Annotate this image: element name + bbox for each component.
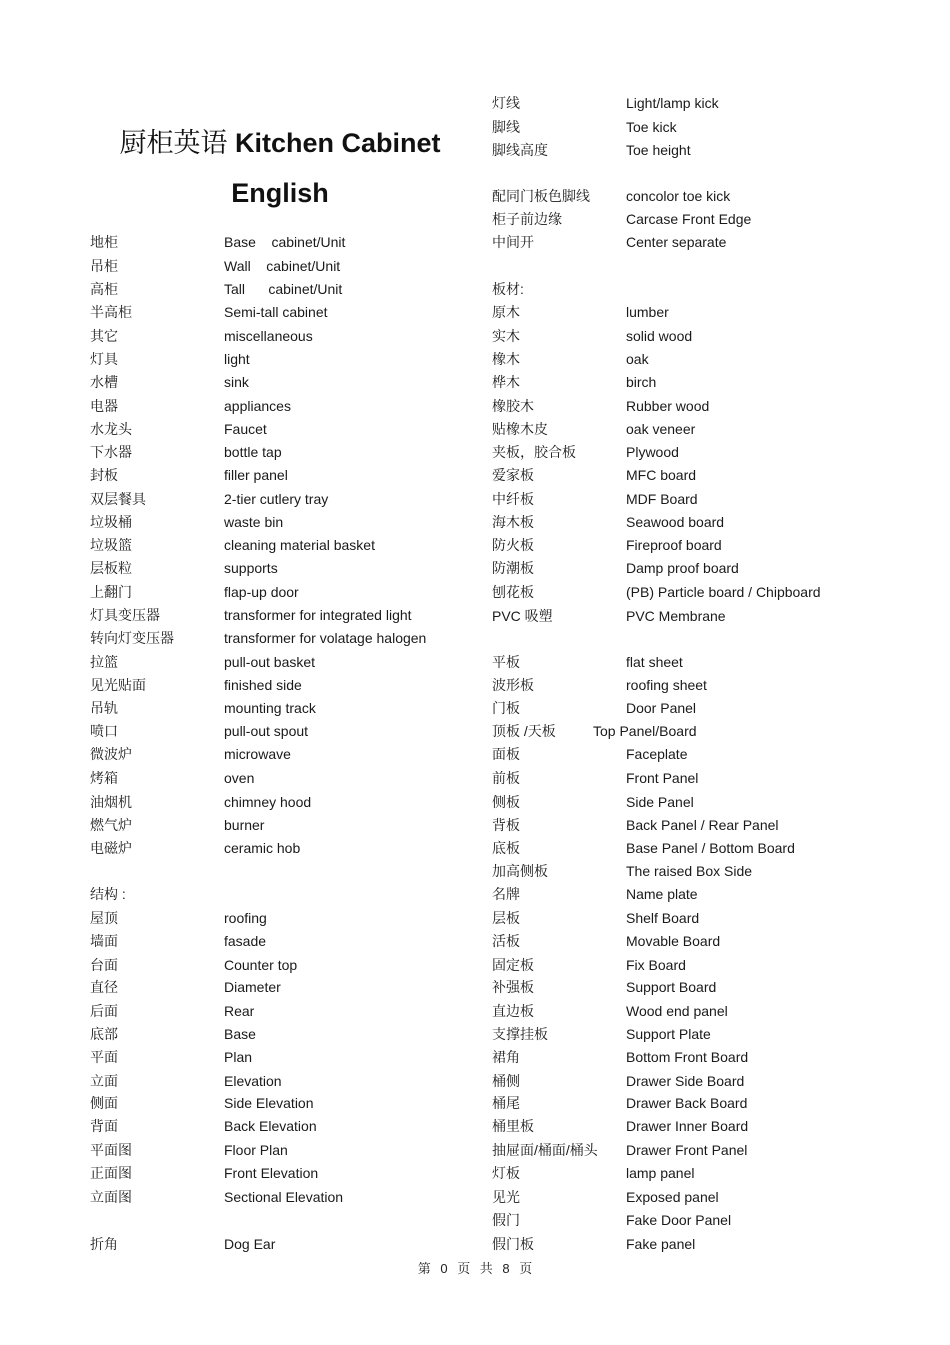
term-chinese: 中间开 [492,234,534,250]
term-english: Side Elevation [224,1095,314,1111]
term-chinese: 固定板 [492,957,534,973]
term-chinese: 后面 [90,1003,118,1019]
glossary-row [492,232,852,252]
term-chinese: 补强板 [492,979,534,995]
term-english: lamp panel [626,1165,695,1181]
glossary-row [90,1047,450,1067]
term-chinese: 地柜 [90,234,118,250]
term-chinese: 水槽 [90,374,118,390]
glossary-row [492,372,852,392]
glossary-row [492,721,852,741]
term-chinese: 吊柜 [90,258,118,274]
glossary-row [90,582,450,602]
term-english: oven [224,770,255,786]
term-chinese: 脚线高度 [492,142,548,158]
term-english: The raised Box Side [626,863,753,879]
term-english: waste bin [224,514,284,530]
glossary-row [492,117,852,137]
term-chinese: 板材: [492,281,524,297]
glossary-row [492,442,852,462]
term-chinese: 裙角 [492,1049,520,1065]
glossary-row [90,628,450,648]
glossary-row [90,1071,450,1091]
term-chinese: PVC 吸塑 [492,608,553,624]
term-english: Back Elevation [224,1118,317,1134]
term-english: roofing [224,910,267,926]
term-chinese: 正面图 [90,1165,132,1181]
term-english: Damp proof board [626,560,739,576]
term-english: bottle tap [224,444,282,460]
term-chinese: 脚线 [492,119,520,135]
glossary-row [492,279,852,299]
term-english: oak [626,351,649,367]
term-chinese: 加高侧板 [492,863,548,879]
term-english: transformer for integrated light [224,607,412,623]
term-chinese: 面板 [492,746,520,762]
term-english: filler panel [224,467,288,483]
term-chinese: 平板 [492,654,520,670]
glossary-row [90,326,450,346]
term-english: pull-out basket [224,654,316,670]
term-english: Shelf Board [626,910,700,926]
glossary-row [90,1187,450,1207]
term-chinese: 活板 [492,933,520,949]
term-english: fasade [224,933,267,949]
term-english: lumber [626,304,669,320]
term-chinese: 转向灯变压器 [90,630,174,646]
term-english: flat sheet [626,654,683,670]
term-chinese: 波形板 [492,677,534,693]
term-english: roofing sheet [626,677,707,693]
term-english: Semi-tall cabinet [224,304,328,320]
term-chinese: 垃圾桶 [90,514,132,530]
term-english: flap-up door [224,584,299,600]
term-chinese: 封板 [90,467,118,483]
glossary-row [90,349,450,369]
term-english: concolor toe kick [626,188,731,204]
glossary-row [492,675,852,695]
term-english: Exposed panel [626,1189,719,1205]
term-chinese: 桦木 [492,374,520,390]
term-english: Base cabinet/Unit [224,234,346,250]
glossary-row [492,93,852,113]
glossary-row [492,582,852,602]
term-chinese: 上翻门 [90,584,132,600]
term-chinese: 侧板 [492,794,520,810]
glossary-row [90,1116,450,1136]
term-english: MDF Board [626,491,698,507]
term-english: Fake Door Panel [626,1212,732,1228]
term-chinese: 爱家板 [492,467,534,483]
glossary-row [492,652,852,672]
term-english: MFC board [626,467,697,483]
term-english: ceramic hob [224,840,301,856]
term-english: Tall cabinet/Unit [224,281,343,297]
term-chinese: 假门板 [492,1236,534,1252]
glossary-row [90,977,450,997]
term-chinese: 平面图 [90,1142,132,1158]
glossary-row [492,1024,852,1044]
term-chinese: 高柜 [90,281,118,297]
glossary-row [90,744,450,764]
term-chinese: 燃气炉 [90,817,132,833]
term-chinese: 桶侧 [492,1073,520,1089]
glossary-row [492,744,852,764]
term-chinese: 微波炉 [90,746,132,762]
term-chinese: 油烟机 [90,794,132,810]
term-english: finished side [224,677,302,693]
term-english: Toe kick [626,119,677,135]
term-english: Drawer Inner Board [626,1118,749,1134]
term-english: microwave [224,746,291,762]
term-english: Rubber wood [626,398,710,414]
term-english: Dog Ear [224,1236,276,1252]
glossary-row [492,326,852,346]
term-chinese: 灯板 [492,1165,520,1181]
term-chinese: 底板 [492,840,520,856]
term-chinese: 防火板 [492,537,534,553]
glossary-row [90,838,450,858]
glossary-row [492,140,852,160]
term-english: Back Panel / Rear Panel [626,817,779,833]
term-english: Base Panel / Bottom Board [626,840,795,856]
term-english: miscellaneous [224,328,313,344]
term-chinese: 灯具变压器 [90,607,160,623]
glossary-row [492,908,852,928]
term-english: Toe height [626,142,691,158]
term-chinese: 烤箱 [90,770,118,786]
term-english: Center separate [626,234,727,250]
term-chinese: 喷口 [90,723,118,739]
term-english: PVC Membrane [626,608,726,624]
term-chinese: 立面 [90,1073,118,1089]
term-english: solid wood [626,328,693,344]
glossary-row [492,465,852,485]
term-chinese: 平面 [90,1049,118,1065]
glossary-row [492,1163,852,1183]
glossary-row [492,815,852,835]
term-chinese: 半高柜 [90,304,132,320]
term-english: burner [224,817,265,833]
term-english: Fake panel [626,1236,696,1252]
glossary-row [90,419,450,439]
term-chinese: 柜子前边缘 [492,211,562,227]
term-chinese: 贴橡木皮 [492,421,548,437]
glossary-row [492,698,852,718]
glossary-row [90,256,450,276]
term-english: Plan [224,1049,253,1065]
term-chinese: 原木 [492,304,520,320]
term-english: Door Panel [626,700,697,716]
glossary-row [90,489,450,509]
term-english: Drawer Front Panel [626,1142,748,1158]
term-english: Movable Board [626,933,721,949]
term-english: cleaning material basket [224,537,375,553]
glossary-row [90,931,450,951]
document-title [110,118,450,218]
term-chinese: 防潮板 [492,560,534,576]
glossary-row [492,512,852,532]
term-chinese: 墙面 [90,933,118,949]
glossary-row [492,535,852,555]
term-chinese: 拉篮 [90,654,118,670]
glossary-row [492,302,852,322]
title-english: Kitchen Cabinet English [231,128,441,208]
term-chinese: 侧面 [90,1095,118,1111]
glossary-row [90,1024,450,1044]
term-chinese: 层板粒 [90,560,132,576]
title-chinese: 厨柜英语 [119,128,228,158]
term-chinese: 折角 [90,1236,118,1252]
term-english: Floor Plan [224,1142,288,1158]
glossary-row [90,396,450,416]
glossary-row [90,279,450,299]
glossary-row [90,815,450,835]
glossary-row [492,1047,852,1067]
term-chinese: 直边板 [492,1003,534,1019]
term-english: Carcase Front Edge [626,211,752,227]
term-english: chimney hood [224,794,312,810]
term-english: mounting track [224,700,316,716]
term-chinese: 层板 [492,910,520,926]
term-english: light [224,351,250,367]
glossary-row [90,558,450,578]
term-chinese: 电磁炉 [90,840,132,856]
glossary-row [90,1093,450,1113]
glossary-row [492,1210,852,1230]
term-english: Support Plate [626,1026,711,1042]
term-chinese: 假门 [492,1212,520,1228]
glossary-row [492,1116,852,1136]
term-chinese: 背面 [90,1118,118,1134]
term-chinese: 刨花板 [492,584,534,600]
term-english: Front Panel [626,770,699,786]
term-english: Faceplate [626,746,688,762]
glossary-row [492,884,852,904]
glossary-row [90,652,450,672]
term-english: Sectional Elevation [224,1189,344,1205]
glossary-row [90,232,450,252]
term-english: Name plate [626,886,698,902]
glossary-row [492,558,852,578]
term-chinese: 见光贴面 [90,677,146,693]
glossary-row [90,1234,450,1254]
glossary-row [492,489,852,509]
term-english: Faucet [224,421,267,437]
glossary-row [492,768,852,788]
term-chinese: 名牌 [492,886,520,902]
term-chinese: 背板 [492,817,520,833]
term-english: Light/lamp kick [626,95,719,111]
term-english: Plywood [626,444,679,460]
term-english: supports [224,560,278,576]
term-chinese: 立面图 [90,1189,132,1205]
term-english: sink [224,374,249,390]
term-english: Fireproof board [626,537,722,553]
term-english: oak veneer [626,421,696,437]
term-chinese: 其它 [90,328,118,344]
term-english: Fix Board [626,957,686,973]
term-english: birch [626,374,657,390]
glossary-row [90,1140,450,1160]
glossary-row [90,1001,450,1021]
term-chinese: 灯具 [90,351,118,367]
glossary-row [492,1234,852,1254]
term-english: Side Panel [626,794,694,810]
term-chinese: 橡胶木 [492,398,534,414]
term-chinese: 电器 [90,398,118,414]
glossary-row [492,1187,852,1207]
term-english: Base [224,1026,256,1042]
term-english: Drawer Side Board [626,1073,745,1089]
term-chinese: 直径 [90,979,118,995]
glossary-row [90,512,450,532]
glossary-row [90,605,450,625]
term-chinese: 底部 [90,1026,118,1042]
term-english: (PB) Particle board / Chipboard [626,584,821,600]
term-chinese: 前板 [492,770,520,786]
glossary-row [90,955,450,975]
term-chinese: 垃圾篮 [90,537,132,553]
glossary-row [90,721,450,741]
glossary-row [492,861,852,881]
term-chinese: 抽屉面/桶面/桶头 [492,1142,598,1158]
term-english: 2-tier cutlery tray [224,491,329,507]
glossary-row [90,768,450,788]
glossary-row [492,1001,852,1021]
term-chinese: 灯线 [492,95,520,111]
page-footer: 第 0 页 共 8 页 [417,1261,533,1276]
term-english: transformer for volatage halogen [224,630,427,646]
term-chinese: 双层餐具 [90,491,146,507]
glossary-row [492,419,852,439]
glossary-row [90,698,450,718]
glossary-row [90,372,450,392]
term-english: pull-out spout [224,723,309,739]
term-chinese: 水龙头 [90,421,132,437]
glossary-row [492,1093,852,1113]
term-english: Top Panel/Board [593,723,697,739]
glossary-row [492,931,852,951]
glossary-row [90,302,450,322]
term-chinese: 配同门板色脚线 [492,188,590,204]
term-chinese: 见光 [492,1189,520,1205]
glossary-row [90,442,450,462]
glossary-row [492,1071,852,1091]
term-chinese: 支撑挂板 [492,1026,548,1042]
term-english: Elevation [224,1073,282,1089]
term-chinese: 顶板 /天板 [492,723,556,739]
term-english: Front Elevation [224,1165,319,1181]
term-english: Bottom Front Board [626,1049,749,1065]
term-english: Wall cabinet/Unit [224,258,341,274]
term-chinese: 门板 [492,700,520,716]
term-chinese: 中纤板 [492,491,534,507]
glossary-row [492,1140,852,1160]
term-chinese: 海木板 [492,514,534,530]
term-chinese: 结构 : [90,886,126,902]
glossary-row [492,977,852,997]
glossary-row [492,396,852,416]
glossary-row [492,186,852,206]
term-chinese: 夹板，胶合板 [492,444,576,460]
term-chinese: 吊轨 [90,700,118,716]
term-chinese: 实木 [492,328,520,344]
term-chinese: 橡木 [492,351,520,367]
glossary-row [90,884,450,904]
glossary-row [90,908,450,928]
term-chinese: 屋顶 [90,910,118,926]
term-english: Rear [224,1003,255,1019]
term-english: Support Board [626,979,717,995]
term-english: appliances [224,398,291,414]
term-english: Diameter [224,979,281,995]
glossary-row [492,792,852,812]
glossary-row [90,1163,450,1183]
glossary-row [90,792,450,812]
glossary-row [492,349,852,369]
term-chinese: 台面 [90,957,118,973]
glossary-row [492,209,852,229]
term-chinese: 下水器 [90,444,132,460]
term-english: Wood end panel [626,1003,728,1019]
term-english: Counter top [224,957,298,973]
glossary-row [492,955,852,975]
term-chinese: 桶里板 [492,1118,534,1134]
term-english: Seawood board [626,514,725,530]
glossary-row [492,838,852,858]
term-english: Drawer Back Board [626,1095,748,1111]
glossary-row [492,606,852,626]
glossary-row [90,675,450,695]
term-chinese: 桶尾 [492,1095,520,1111]
glossary-row [90,465,450,485]
glossary-row [90,535,450,555]
